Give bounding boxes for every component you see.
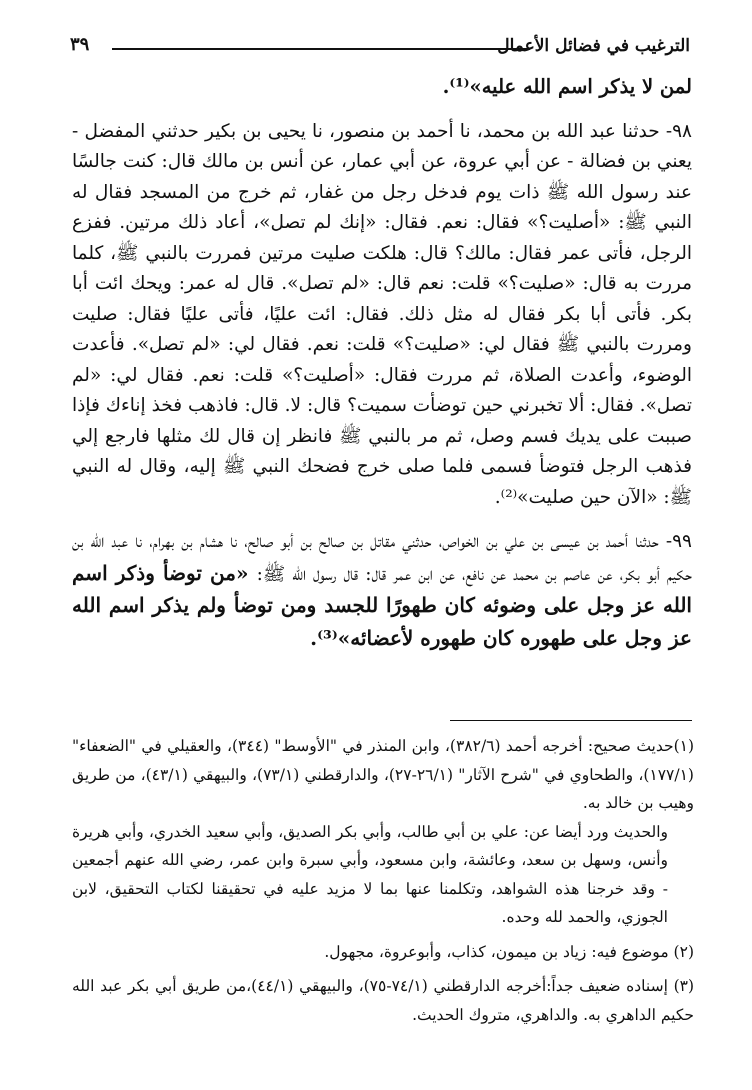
header-rule (112, 48, 530, 50)
footnote-1-continued: والحديث ورد أيضا عن: علي بن أبي طالب، وأبي بكر الصديق، وأبي سعيد الخدري، وأبي هريرة وأنس، وسهل بن سعد، وعائشة، وابن مسعود، وأبي سبرة وابن عمر، رضي الله عنهم أجمعين - وقد خرجنا هذه الشواهد، وتكلمنا عنها بما لا مزيد عليه في تحقيقنا لكتاب التحقيق، لابن الجوزي، والحمد لله وحده. (72, 822, 668, 926)
hadith-98: ٩٨- حدثنا عبد الله بن محمد، نا أحمد بن منصور، نا يحيى بن بكير حدثني المفضل - يعني بن فضالة - عن أبي عروة، عن أبي عمار، عن أنس بن مالك قال: كنت جالسًا عند رسول الله ﷺ ذات يوم فدخل رجل من غفار، ثم خرج من المسجد فقال له النبي ﷺ: «أصليت؟» فقال: نعم. فقال: «إنك لم تصل»، أعاد ذلك مرتين. ففزع الرجل، فأتى عمر فقال: مالك؟ قال: هلكت صليت مرتين فمررت بالنبي ﷺ، كلما مررت به قال: «صليت؟» قلت: نعم قال: «لم تصل». قال له عمر: ويحك ائت أبا بكر. فأتى أبا بكر فقال له مثل ذلك. فقال: ائت عليًا، فأتى عليًا فقال: صليت ومررت بالنبي ﷺ فقال لي: «صليت؟» قلت: نعم. فقال لي: «لم تصل». فأعدت الوضوء، وأعدت الصلاة، ثم مررت فقال: «أصليت؟» قلت: نعم. فقال لي: «لم تصل». فقال: ألا تخبرني حين توضأت سميت؟ قال: لا. قال: فاذهب فخذ إناءك فإذا صببت على يديك فسم وصل، ثم مر بالنبي ﷺ فانظر إن قال لك مثلها فارجع إلي فذهب الرجل فتوضأ فسمى فلما صلى خرج فضحك النبي ﷺ إليه، وقال له النبي ﷺ: «الآن حين صليت»⁽²⁾. (72, 120, 692, 508)
page-number: ٣٩ (70, 34, 90, 55)
running-header (70, 34, 690, 60)
continuation-line: لمن لا يذكر اسم الله عليه»⁽¹⁾. (442, 75, 692, 98)
hadith-99-isnad: ٩٩- حدثنا أحمد بن عيسى بن علي بن الخواص، حدثني مقاتل بن صالح بن أبو صالح، نا هشام بن بهرام، نا عبد الله بن حكيم أبو بكر، عن عاصم بن محمد عن نافع، عن ابن عمر قال: قال رسول الله ﷺ: (72, 531, 692, 585)
footnote-2: (٢) موضوع فيه: زياد بن ميمون، كذاب، وأبوعروة، مجهول. (324, 942, 694, 961)
footnotes (72, 732, 694, 1029)
footnote-1: (١)حديث صحيح: أخرجه أحمد (٣٨٢/٦)، وابن المنذر في "الأوسط" (٣٤٤)، والعقيلي في "الضعفاء" (١٧٧/١)، والطحاوي في "شرح الآثار" (٢٦/١-٢٧)، والدارقطني (٧٣/١)، والبيهقي (٤٣/١)، من طريق وهيب بن خالد به. (72, 737, 695, 812)
footnote-3: (٣) إسناده ضعيف جداً:أخرجه الدارقطني (٧٤/١-٧٥)، والبيهقي (٤٤/١)،من طريق أبي بكر عبد الله حكيم الداهري به. والداهري، متروك الحديث. (72, 977, 695, 1024)
footnote-separator (450, 720, 692, 721)
main-text (72, 72, 692, 655)
hadith-99-matn: «من توضأ وذكر اسم الله عز وجل على وضوئه كان طهورًا للجسد ومن توضأ ولم يذكر اسم الله عز وجل على طهوره كان طهوره لأعضائه»⁽³⁾. (72, 560, 692, 650)
hadith-99 (72, 527, 692, 655)
book-title: الترغيب في فضائل الأعمال (497, 36, 690, 56)
